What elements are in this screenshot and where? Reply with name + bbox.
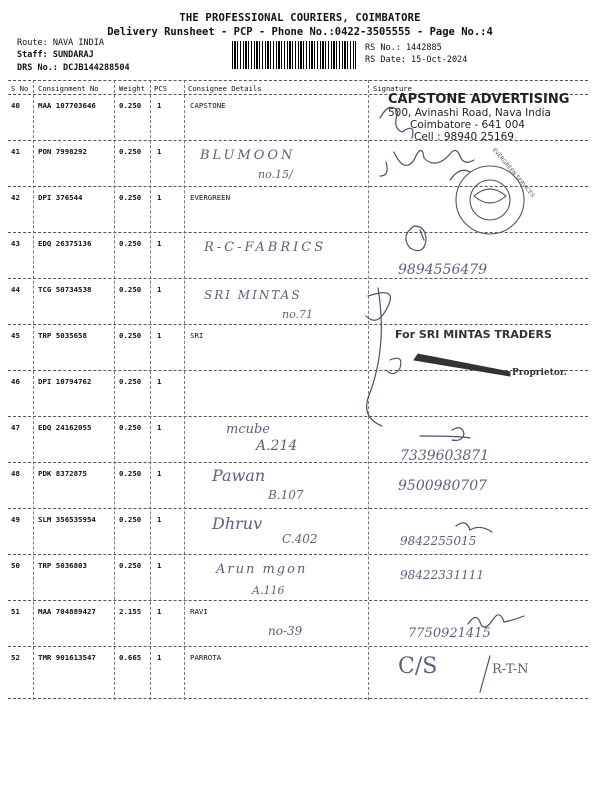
row-consignment: DPI 10794762 (38, 377, 92, 386)
row-consignment: PDK 8372875 (38, 469, 87, 478)
row-sno: 40 (11, 101, 20, 110)
row-weight: 0.250 (119, 561, 142, 570)
row-weight: 0.250 (119, 377, 142, 386)
row-sno: 46 (11, 377, 20, 386)
row-pcs: 1 (157, 377, 162, 386)
row-weight: 0.250 (119, 193, 142, 202)
row-sno: 47 (11, 423, 20, 432)
handwritten-door-no: C.402 (282, 532, 318, 546)
staff-label: Staff: SUNDARAJ (17, 50, 94, 60)
handwritten-phone: 7750921415 (408, 626, 491, 641)
company-title: THE PROFESSIONAL COURIERS, COIMBATORE (179, 12, 421, 24)
row-weight: 0.250 (119, 515, 142, 524)
row-sno: 50 (11, 561, 20, 570)
sri-mintas-stamp: For SRI MINTAS TRADERS (395, 328, 552, 341)
handwritten-name: mcube (226, 422, 270, 437)
row-weight: 0.250 (119, 423, 142, 432)
row-pcs: 1 (157, 515, 162, 524)
row-sno: 52 (11, 653, 20, 662)
row-consignment: TRP 5036803 (38, 561, 87, 570)
row-pcs: 1 (157, 469, 162, 478)
row-weight: 0.665 (119, 653, 142, 662)
handwritten-phone: 9842255015 (400, 534, 477, 548)
handwritten-door-no: no.71 (282, 308, 314, 321)
handwritten-door-no: A.116 (252, 584, 285, 597)
col-header-consignment: Consignment No (38, 84, 99, 93)
row-consignment: TCG 50734538 (38, 285, 92, 294)
handwritten-phone: 98422331111 (400, 568, 484, 582)
col-header-pcs: PCS (154, 84, 167, 93)
row-pcs: 1 (157, 607, 162, 616)
row-consignee: RAVI (190, 607, 208, 616)
row-pcs: 1 (157, 239, 162, 248)
row-pcs: 1 (157, 285, 162, 294)
handwritten-door-no: A.214 (256, 438, 298, 454)
row-consignment: TRP 5035658 (38, 331, 87, 340)
row-weight: 0.250 (119, 469, 142, 478)
capstone-stamp (388, 92, 588, 143)
handwritten-phone: 7339603871 (400, 448, 490, 464)
row-consignment: DPI 376544 (38, 193, 83, 202)
row-consignment: MAA 107703646 (38, 101, 96, 110)
row-consignment: EDQ 24162055 (38, 423, 92, 432)
handwritten-name: SRI MINTAS (204, 288, 302, 302)
handwritten-door-no: B.107 (268, 488, 304, 502)
row-consignment: EDQ 26375136 (38, 239, 92, 248)
row-weight: 0.250 (119, 331, 142, 340)
capstone-stamp-address: 500, Avinashi Road, Nava India (388, 107, 551, 119)
proprietor-stamp: Proprietor. (512, 368, 567, 378)
row-weight: 0.250 (119, 239, 142, 248)
runsheet-subtitle: Delivery Runsheet - PCP - Phone No.:0422-3505555 - Page No.:4 (107, 26, 493, 38)
row-sno: 41 (11, 147, 20, 156)
handwritten-note: R-T-N (492, 662, 529, 677)
row-consignment: MAA 704889427 (38, 607, 96, 616)
row-consignment: PON 7998292 (38, 147, 87, 156)
row-sno: 51 (11, 607, 20, 616)
handwritten-name: Pawan (212, 466, 266, 485)
handwritten-door-no: no.15/ (258, 168, 293, 181)
row-sno: 42 (11, 193, 20, 202)
row-pcs: 1 (157, 561, 162, 570)
col-header-weight: Weight (119, 84, 145, 93)
row-consignment: TMR 901613547 (38, 653, 96, 662)
row-consignee: SRI (190, 331, 204, 340)
rs-date: RS Date: 15-Oct-2024 (365, 55, 468, 65)
col-header-consignee: Consignee Details (188, 84, 262, 93)
rs-number: RS No.: 1442885 (365, 43, 442, 53)
evergreen-stamp-text: EVERGREEN SERVICES (490, 147, 536, 199)
handwritten-name: Arun mgon (216, 562, 308, 577)
capstone-stamp-name: CAPSTONE ADVERTISING (388, 92, 570, 107)
handwritten-name: Dhruv (212, 514, 263, 533)
sri-mintas-stamp-arrow (414, 354, 510, 376)
row-consignee: PARROTA (190, 653, 222, 662)
row-pcs: 1 (157, 193, 162, 202)
row-weight: 0.250 (119, 147, 142, 156)
handwritten-name: R-C-FABRICS (204, 240, 327, 255)
row-weight: 0.250 (119, 285, 142, 294)
row-sno: 45 (11, 331, 20, 340)
handwritten-phone: 9500980707 (398, 478, 488, 494)
route-label: Route: NAVA INDIA (17, 38, 104, 48)
row-weight: 0.250 (119, 101, 142, 110)
row-consignee: CAPSTONE (190, 101, 226, 110)
row-consignment: SLM 356535954 (38, 515, 96, 524)
row-sno: 49 (11, 515, 20, 524)
row-pcs: 1 (157, 653, 162, 662)
row-sno: 48 (11, 469, 20, 478)
handwritten-phone: 9894556479 (398, 262, 488, 278)
handwritten-name: BLUMOON (200, 148, 296, 163)
row-pcs: 1 (157, 147, 162, 156)
row-pcs: 1 (157, 101, 162, 110)
capstone-stamp-cell: Cell : 98940 25169 (414, 131, 514, 143)
handwritten-mark: C/S (398, 654, 438, 679)
drs-number: DRS No.: DCJB144288504 (17, 63, 130, 73)
col-header-signature: Signature (373, 84, 412, 93)
row-sno: 44 (11, 285, 20, 294)
handwritten-door-no: no-39 (268, 624, 303, 638)
row-pcs: 1 (157, 331, 162, 340)
capstone-stamp-city: Coimbatore - 641 004 (410, 119, 525, 131)
row-weight: 2.155 (119, 607, 142, 616)
row-consignee: EVERGREEN (190, 193, 231, 202)
row-pcs: 1 (157, 423, 162, 432)
col-header-sno: S No (11, 84, 29, 93)
row-sno: 43 (11, 239, 20, 248)
